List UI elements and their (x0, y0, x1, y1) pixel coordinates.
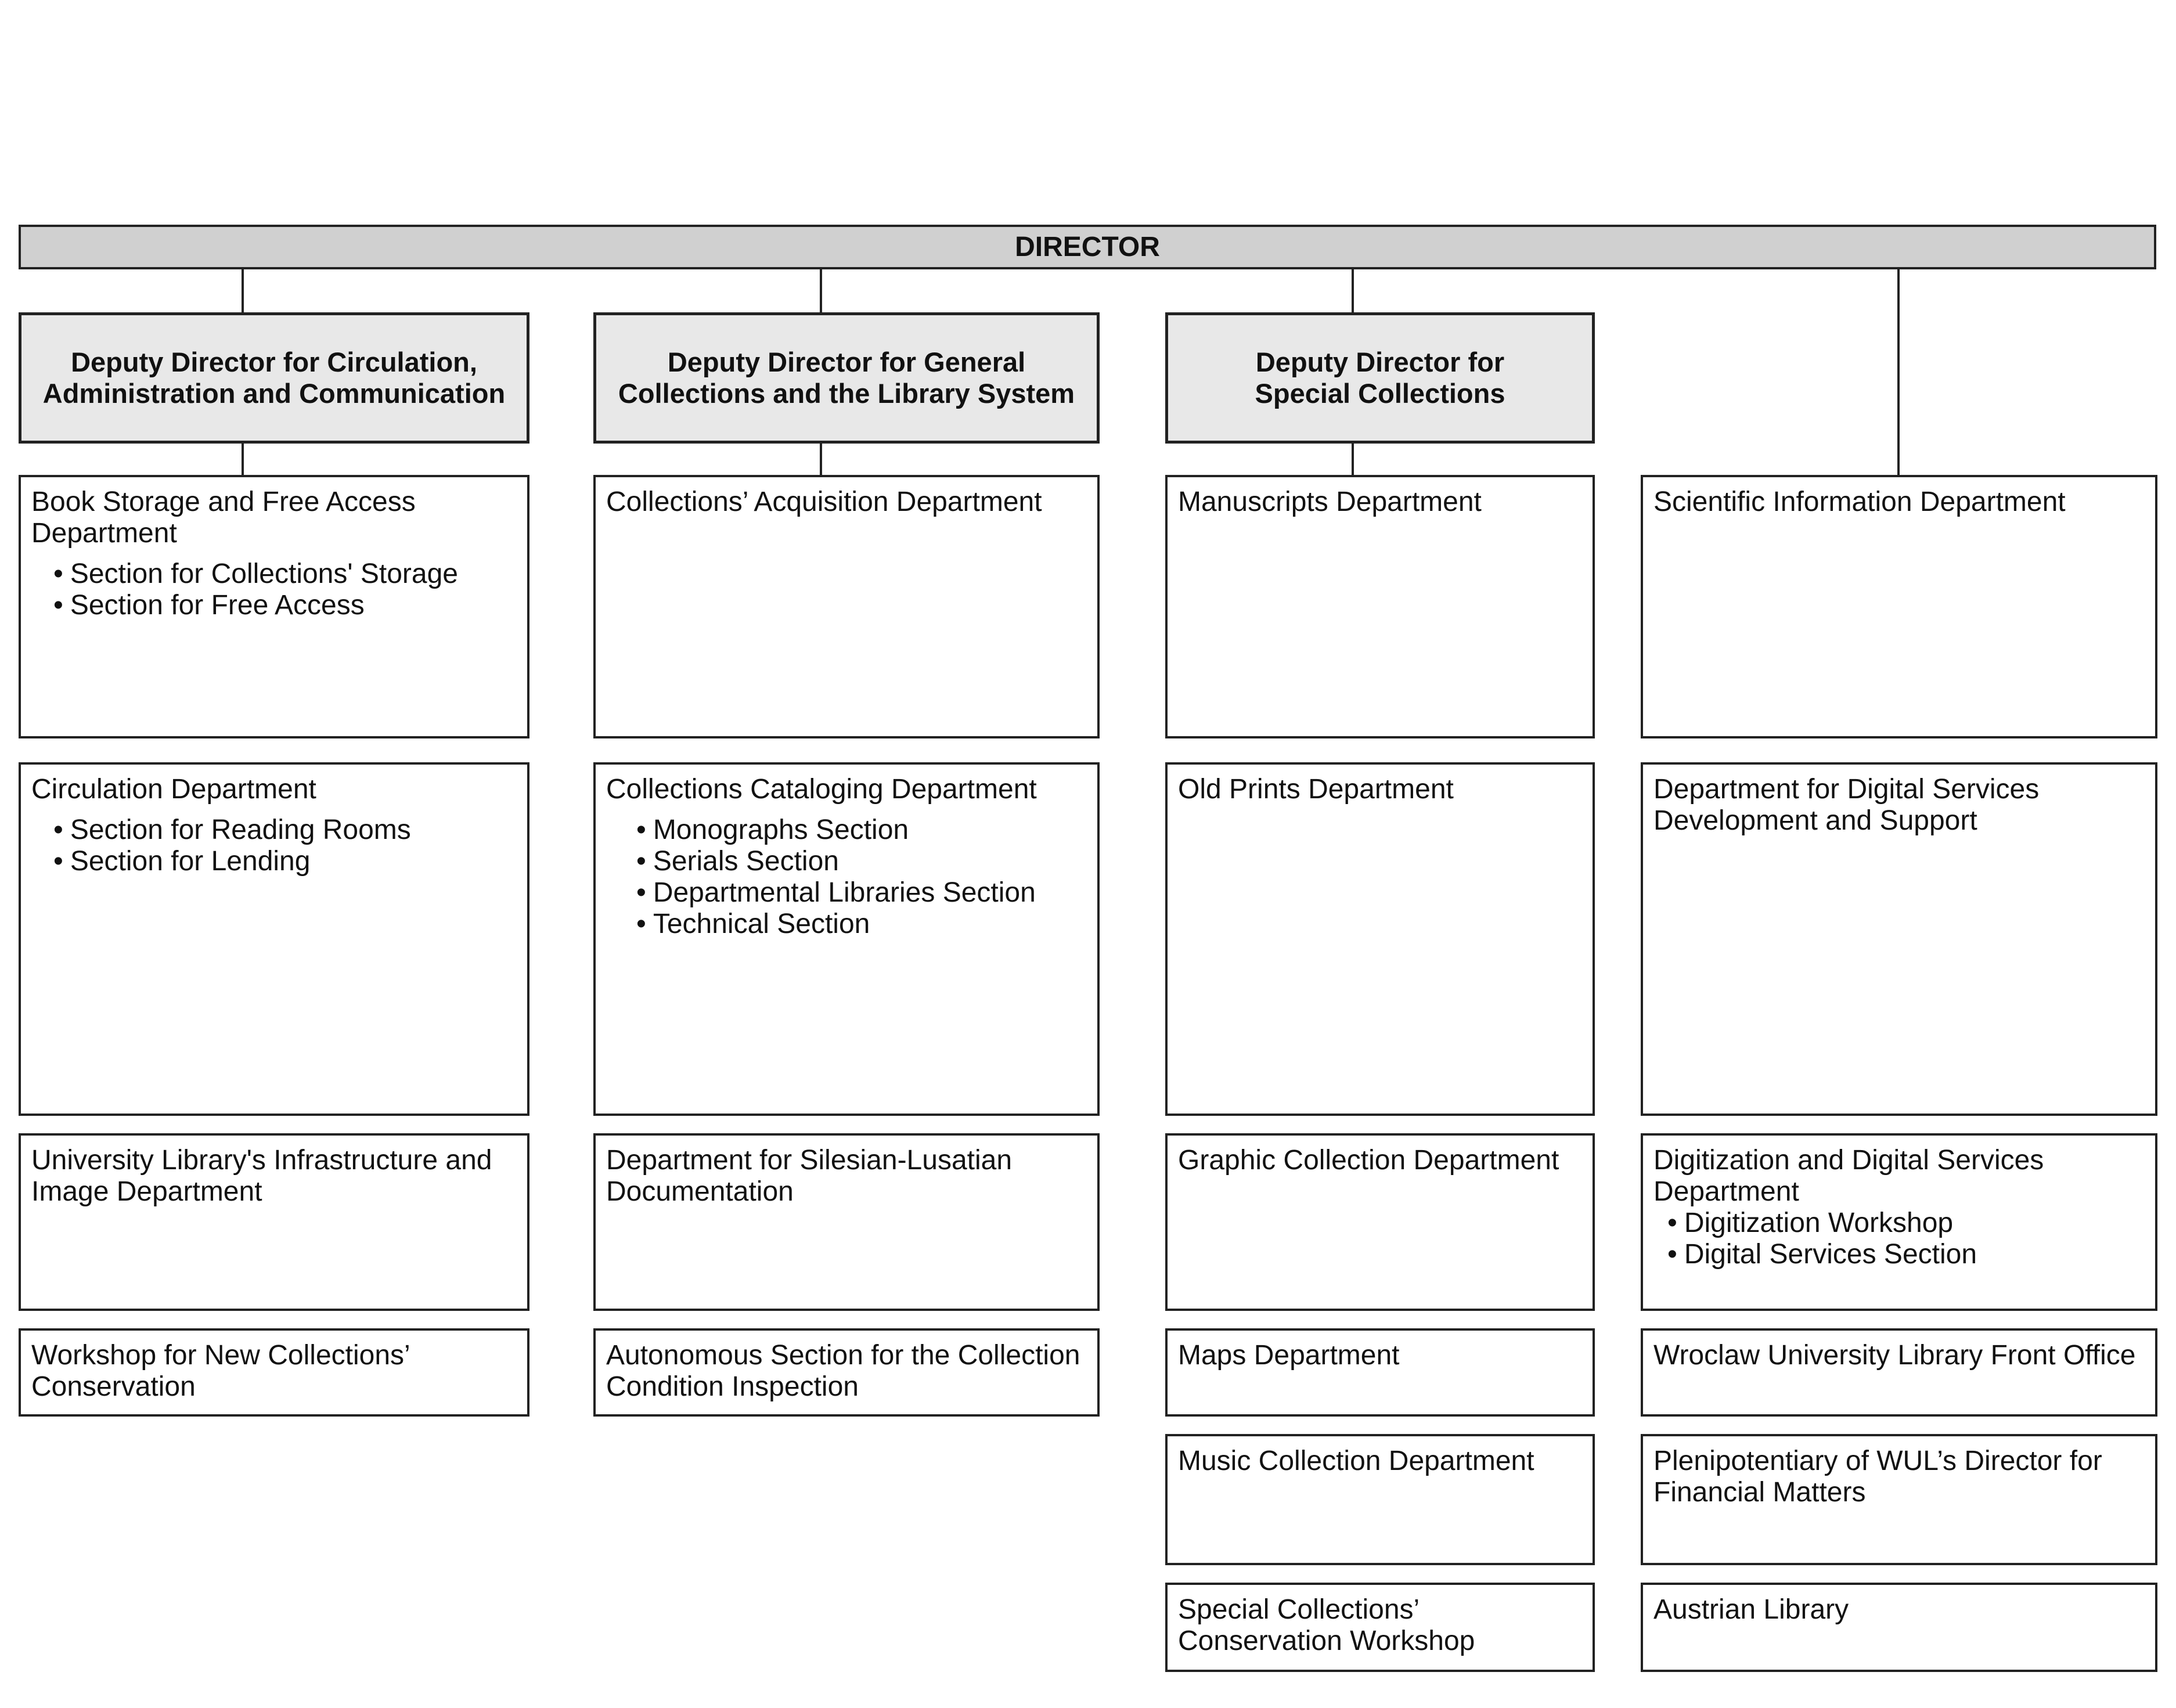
section-item: • Section for Reading Rooms (53, 815, 517, 846)
department-title: Graphic Collection Department (1178, 1145, 1559, 1176)
deputy-title-line: Deputy Director for Circulation, (71, 347, 477, 377)
section-item: • Technical Section (636, 909, 1087, 940)
department-box (19, 762, 529, 1116)
section-item: • Serials Section (636, 846, 1087, 877)
connector-director-col1 (242, 268, 244, 314)
department-box (1641, 475, 2157, 738)
connector-director-col3 (1352, 268, 1354, 314)
deputy-director-box (1165, 312, 1595, 444)
department-box (1165, 475, 1595, 738)
deputy-title-line: Administration and Communication (42, 378, 506, 409)
section-list (31, 558, 517, 621)
department-box (593, 1328, 1100, 1417)
department-box (19, 1328, 529, 1417)
department-box (1165, 1583, 1595, 1672)
department-title: Music Collection Department (1178, 1446, 1534, 1476)
department-box (1165, 1328, 1595, 1417)
connector-deputy1-dept (242, 442, 244, 476)
section-item: • Digitization Workshop (1667, 1208, 2145, 1239)
department-box (593, 1133, 1100, 1311)
department-box (1165, 1434, 1595, 1565)
department-box (593, 475, 1100, 738)
department-box (1165, 1133, 1595, 1311)
department-box (19, 1133, 529, 1311)
connector-director-col4 (1897, 268, 1900, 476)
director-box (19, 225, 2156, 269)
section-list (1653, 1208, 2145, 1270)
director-label: DIRECTOR (1015, 232, 1160, 262)
department-title: Digitization and Digital Services Department (1653, 1145, 2044, 1207)
department-box (1641, 1328, 2157, 1417)
deputy-title-line: Special Collections (1255, 378, 1505, 409)
deputy-title-line: Collections and the Library System (618, 378, 1075, 409)
department-title: Old Prints Department (1178, 774, 1454, 805)
department-title: Maps Department (1178, 1340, 1400, 1371)
department-title: Manuscripts Department (1178, 487, 1482, 517)
connector-director-col2 (820, 268, 822, 314)
deputy-director-box (593, 312, 1100, 444)
department-title: Circulation Department (31, 774, 316, 805)
department-box (1641, 1434, 2157, 1565)
deputy-title-line: Deputy Director for General (667, 347, 1026, 377)
deputy-title-line: Deputy Director for (1255, 347, 1505, 377)
connector-deputy3-dept (1352, 442, 1354, 476)
department-title: Austrian Library (1653, 1594, 1849, 1625)
section-item: • Departmental Libraries Section (636, 877, 1087, 909)
department-title: Department for Digital Services Development and Support (1653, 774, 2040, 836)
section-item: • Monographs Section (636, 815, 1087, 846)
department-title: Book Storage and Free Access Department (31, 487, 416, 549)
section-list (606, 815, 1087, 940)
section-item: • Section for Collections' Storage (53, 558, 517, 590)
department-box (593, 762, 1100, 1116)
deputy-director-box (19, 312, 529, 444)
department-title: Scientific Information Department (1653, 487, 2066, 517)
department-title: Department for Silesian-Lusatian Documentation (606, 1145, 1013, 1207)
department-title: Autonomous Section for the Collection Condition Inspection (606, 1340, 1080, 1402)
department-box (1641, 762, 2157, 1116)
section-list (31, 815, 517, 877)
department-title: Plenipotentiary of WUL’s Director for Financial Matters (1653, 1446, 2102, 1508)
department-box (1165, 762, 1595, 1116)
section-item: • Section for Free Access (53, 590, 517, 621)
department-title: University Library's Infrastructure and Image Department (31, 1145, 492, 1207)
connector-deputy2-dept (820, 442, 822, 476)
department-box (1641, 1133, 2157, 1311)
department-box (1641, 1583, 2157, 1672)
department-title: Collections’ Acquisition Department (606, 487, 1042, 517)
department-title: Special Collections’ Conservation Workshop (1178, 1594, 1475, 1656)
department-title: Wroclaw University Library Front Office (1653, 1340, 2136, 1371)
department-title: Workshop for New Collections’ Conservation (31, 1340, 409, 1402)
department-title: Collections Cataloging Department (606, 774, 1037, 805)
section-item: • Section for Lending (53, 846, 517, 877)
section-item: • Digital Services Section (1667, 1239, 2145, 1270)
department-box (19, 475, 529, 738)
